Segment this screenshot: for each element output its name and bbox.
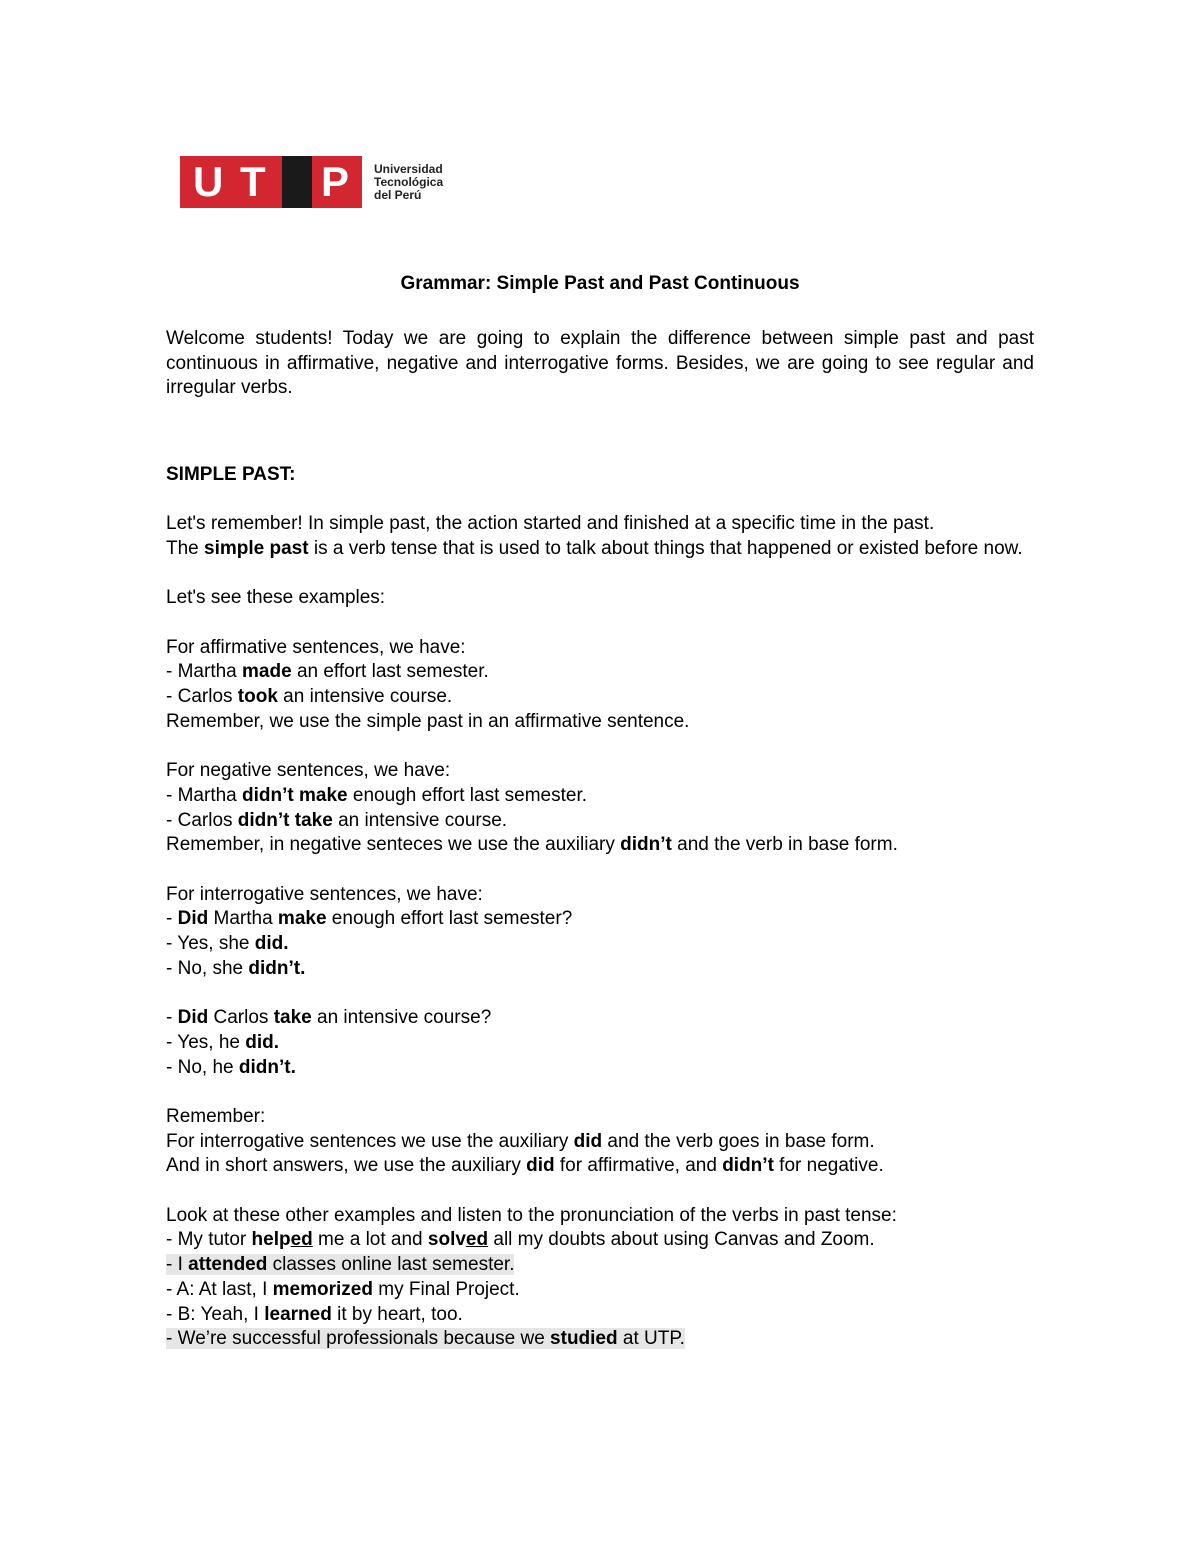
- pronunciation-example: - B: Yeah, I learned it by heart, too.: [166, 1303, 463, 1325]
- logo-letter-p: P: [321, 158, 350, 205]
- affirmative-example: - Martha made an effort last semester.: [166, 661, 489, 683]
- negative-example: - Martha didn’t make enough effort last semester.: [166, 784, 588, 806]
- pronunciation-intro: Look at these other examples and listen to the pronunciation of the verbs in past tense:: [166, 1204, 897, 1226]
- pronunciation-example: - A: At last, I memorized my Final Project.: [166, 1278, 520, 1300]
- remember-rule: For interrogative sentences we use the auxiliary did and the verb goes in base form.: [166, 1130, 875, 1152]
- pronunciation-example: - My tutor helped me a lot and solved all my doubts about using Canvas and Zoom.: [166, 1229, 875, 1251]
- logo-letter-u: U: [193, 158, 224, 205]
- affirmative-note: Remember, we use the simple past in an affirmative sentence.: [166, 710, 690, 732]
- short-answer-yes: - Yes, she did.: [166, 933, 289, 955]
- interrogative-heading: For interrogative sentences, we have:: [166, 883, 483, 905]
- affirmative-heading: For affirmative sentences, we have:: [166, 636, 466, 658]
- remember-intro: Let's remember! In simple past, the action started and finished at a specific time in the past.: [166, 513, 935, 535]
- intro-paragraph: Welcome students! Today we are going to explain the difference between simple past and past continuous in affirmative, negative and interrogative forms. Besides, we are going to see regular and irregular verbs.: [166, 328, 1034, 399]
- logo-p-block: [312, 156, 362, 208]
- document-body: [166, 327, 1034, 1352]
- remember-label: Remember:: [166, 1105, 266, 1127]
- definition-paragraph: The simple past is a verb tense that is used to talk about things that happened or existed before now.: [166, 537, 1023, 559]
- logo-university-name: Universidad Tecnológica del Perú: [374, 161, 444, 202]
- short-answer-no: - No, he didn’t.: [166, 1056, 296, 1078]
- interrogative-question: - Did Carlos take an intensive course?: [166, 1007, 492, 1029]
- affirmative-example: - Carlos took an intensive course.: [166, 686, 453, 708]
- section-heading: SIMPLE PAST:: [166, 463, 296, 485]
- remember-rule: And in short answers, we use the auxiliary did for affirmative, and didn’t for negative.: [166, 1155, 884, 1177]
- negative-note: Remember, in negative senteces we use the auxiliary didn’t and the verb in base form.: [166, 834, 898, 856]
- logo-u-block: [180, 156, 282, 208]
- short-answer-yes: - Yes, he did.: [166, 1031, 280, 1053]
- logo-black-block: [282, 156, 312, 208]
- negative-heading: For negative sentences, we have:: [166, 760, 451, 782]
- utp-logo: [180, 156, 443, 208]
- logo-letter-t: T: [240, 158, 266, 205]
- negative-example: - Carlos didn’t take an intensive course.: [166, 809, 508, 831]
- pronunciation-example: - We’re successful professionals because we studied at UTP.: [166, 1328, 685, 1350]
- short-answer-no: - No, she didn’t.: [166, 957, 306, 979]
- examples-intro: Let's see these examples:: [166, 587, 386, 609]
- interrogative-question: - Did Martha make enough effort last semester?: [166, 908, 573, 930]
- document-title: Grammar: Simple Past and Past Continuous: [400, 273, 800, 294]
- pronunciation-example: - I attended classes online last semester.: [166, 1254, 515, 1276]
